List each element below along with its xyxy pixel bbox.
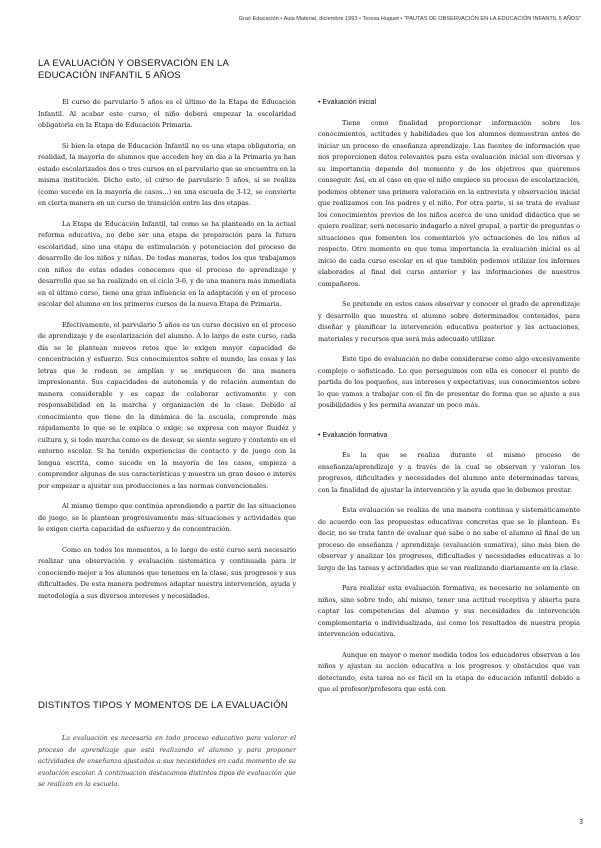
section-heading: DISTINTOS TIPOS Y MOMENTOS DE LA EVALUACIÓN xyxy=(38,700,288,711)
paragraph: Se pretende en estos casos observar y conocer el grado de aprendizaje y desarrollo que muestra el alumno sobre determinados contenidos, para diseñar y planificar la intervención educativa posterior y las actuaciones, materiales y recursos que será más adecuado utilizar. xyxy=(318,300,580,343)
section-heading-formative: • Evaluación formativa xyxy=(318,431,388,439)
page-title: LA EVALUACIÓN Y OBSERVACIÓN EN LA EDUCACIÓN INFANTIL 5 AÑOS xyxy=(38,58,229,81)
paragraph: Aunque en mayor o menor medida todos los educadores observan a los niños y ajustan su acción educativa a los progresos y obstáculos que van detectando, esta tarea no es fácil en la etapa de educación infantil debido a que el profesor/profesora que está con xyxy=(318,650,580,693)
paragraph: Para realizar esta evaluación formativa, es necesario no solamente en niños, sino sobre todo, ahí mismo, tener una actitud receptiva y abierta para captar las competencias del alumno y sus necesidades de intervención complementaria o individualizada, así como los resultados de nuestra propia intervención educativa. xyxy=(318,584,580,638)
paragraph: Al mismo tiempo que continúa aprendiendo a partir de las situaciones de juego, se le plantean progresivamente más situaciones y actividades que le exigen cierta capacidad de esfuerzo y de concentración. xyxy=(38,502,296,533)
running-header: Graó Educación • Aula Material, diciembre 1993 • Teresa Huguet • "PAUTAS DE OBSERVACIÓN EN LA EDUCACIÓN INFANTIL 5 AÑOS" xyxy=(238,16,581,22)
italic-intro: La evaluación es necesaria en todo proceso educativo para valorar el proceso de aprendizaje que está realizando el alumno y para proponer actividades de enseñanza ajustadas a sus necesidades en cada momento de su evolución escolar. A continuación destacamos distintos tipos de evaluación que se realizan en la escuela. xyxy=(38,734,296,788)
paragraph: Si bien la etapa de Educación Infantil no es una etapa obligatoria, en realidad, la mayoría de alumnos que acceden hoy en día a la Primaria ya han estado escolarizados dos o tres cursos en el parvulario que se encuentra en la misma institución. Dicho esto, el curso de parvulario 5 años, si se realiza (como sucede en la mayoría de casos...) en una escuela de 3-12, se convierte en cierta manera en un curso de transición entre las dos etapas. xyxy=(38,141,296,207)
paragraph: El curso de parvulario 5 años es el último de la Etapa de Educación Infantil. Al acabar este curso, el niño deberá empezar la escolaridad obligatoria en la Etapa de Educación Primaria. xyxy=(38,98,296,129)
paragraph: Esta evaluación se realiza de una manera continua y sistemáticamente de acuerdo con las propuestas educativas concretas que se le plantean. Es decir, no se trata tanto de evaluar qué sabe o no sabe el alumno al final de un proceso de enseñanza / aprendizaje (evaluación sumativa), sino más bien de observar y analizar los progresos, dificultades y necesidades educativas a lo largo de las tareas y actividades que se van realizando diariamente en la clase. xyxy=(318,506,580,572)
paragraph: Es la que se realiza durante el mismo proceso de enseñanza/aprendizaje y a través de la cual se observan y valoran los progresos, dificultades y necesidades del alumno ante determinadas tareas, con la finalidad de ajustar la intervención y la ayuda que le debemos prestar. xyxy=(318,451,580,494)
section-heading-initial: • Evaluación inicial xyxy=(318,99,377,106)
paragraph: La Etapa de Educación Infantil, tal como se ha planteado en la actual reforma educativa, no debe ser una etapa de preparación para la futura escolaridad, sino una etapa de estimulación y potenciación del proceso de desarrollo de los niños y niñas. De todas maneras, todos los que trabajamos con niños de estas edades conocemos que el proceso de aprendizaje y desarrollo que se ha realizado en el ciclo 3-6, y de una manera más inmediata en el último curso, tiene una gran influencia en la adaptación y en el proceso escolar del alumno en los primeros cursos de la nueva Etapa de Primaria. xyxy=(38,219,296,308)
paragraph: Efectivamente, el parvulario 5 años es un curso decisivo en el proceso de aprendizaje y de escolarización del alumno. A lo largo de este curso, cada día se le plantean nuevos retos que le exigen mayor capacidad de concentración y esfuerzo. Sus conocimientos sobre el mundo, las cosas y las letras que le rodean se amplían y se enriquecen de una manera impresionante. Sus capacidades de autonomía y de relación aumentan de manera considerable y es capaz de colaborar activamente y con responsabilidad en la marcha y organización de la clase. Debido al conocimiento que tiene de la dinámica de la escuela, comprende más rápidamente lo que se le explica o exige; se expresa con mayor fluidez y cultura y, si todo marcha como es de desear, se siente seguro y contento en el entorno escolar. Si ha tenido experiencias de contacto y de juego con la lengua escrita, como sucede en la mayoría de los casos, empieza a comprender algunas de sus características y muestra un gran deseo e interés por empezar a ajustar sus producciones a las normas convencionales. xyxy=(38,320,296,490)
paragraph: Este tipo de evaluación no debe considerarse como algo excesivamente complejo o sofisticado. Lo que perseguimos con ella es conocer el punto de partida de los pequeños, sus intereses y expectativas, sus conocimientos sobre lo que vamos a trabajar con el fin de presentar de forma que se ajuste a sus posibilidades y les permita avanzar un poco más. xyxy=(318,355,580,409)
left-column xyxy=(38,97,296,611)
right-column xyxy=(318,97,580,705)
page-number: 3 xyxy=(579,819,583,826)
paragraph: Como en todos los momentos, a lo largo de este curso será necesario realizar una observación y evaluación sistemática y continuada para ir conociendo mejor a los alumnos que tenemos en la clase, sus progresos y sus dificultades. De esta manera podremos adaptar nuestra intervención, ayuda y metodología a sus diversos intereses y necesidades. xyxy=(38,545,296,600)
paragraph: Tiene como finalidad proporcionar información sobre los conocimientos, actitudes y habilidades que los alumnos demuestran antes de iniciar un proceso de enseñanza aprendizaje. Las fuentes de información que nos proporcionen datos relevantes para esta evaluación inicial son diversas y su importancia depende del momento y de los objetivos que queremos conseguir. Así, en el caso en que el niño empiece su proceso de escolarización, podemos obtener una primera valoración en la entrevista y observación inicial que realizamos con los padres y el niño. Por otra parte, si se trata de evaluar los conocimientos previos de los niños acerca de una unidad didáctica que se quiere realizar, será necesario indagarlo a nivel grupal, a partir de preguntas o situaciones que fomenten los comentarios y/o actuaciones de los niños al respecto. Otro momento en que toma importancia la evaluación inicial es al inicio de cada curso escolar en el que también podemos utilizar los informes elaborados al final del curso anterior y las informaciones de nuestros compañeros. xyxy=(318,118,580,288)
